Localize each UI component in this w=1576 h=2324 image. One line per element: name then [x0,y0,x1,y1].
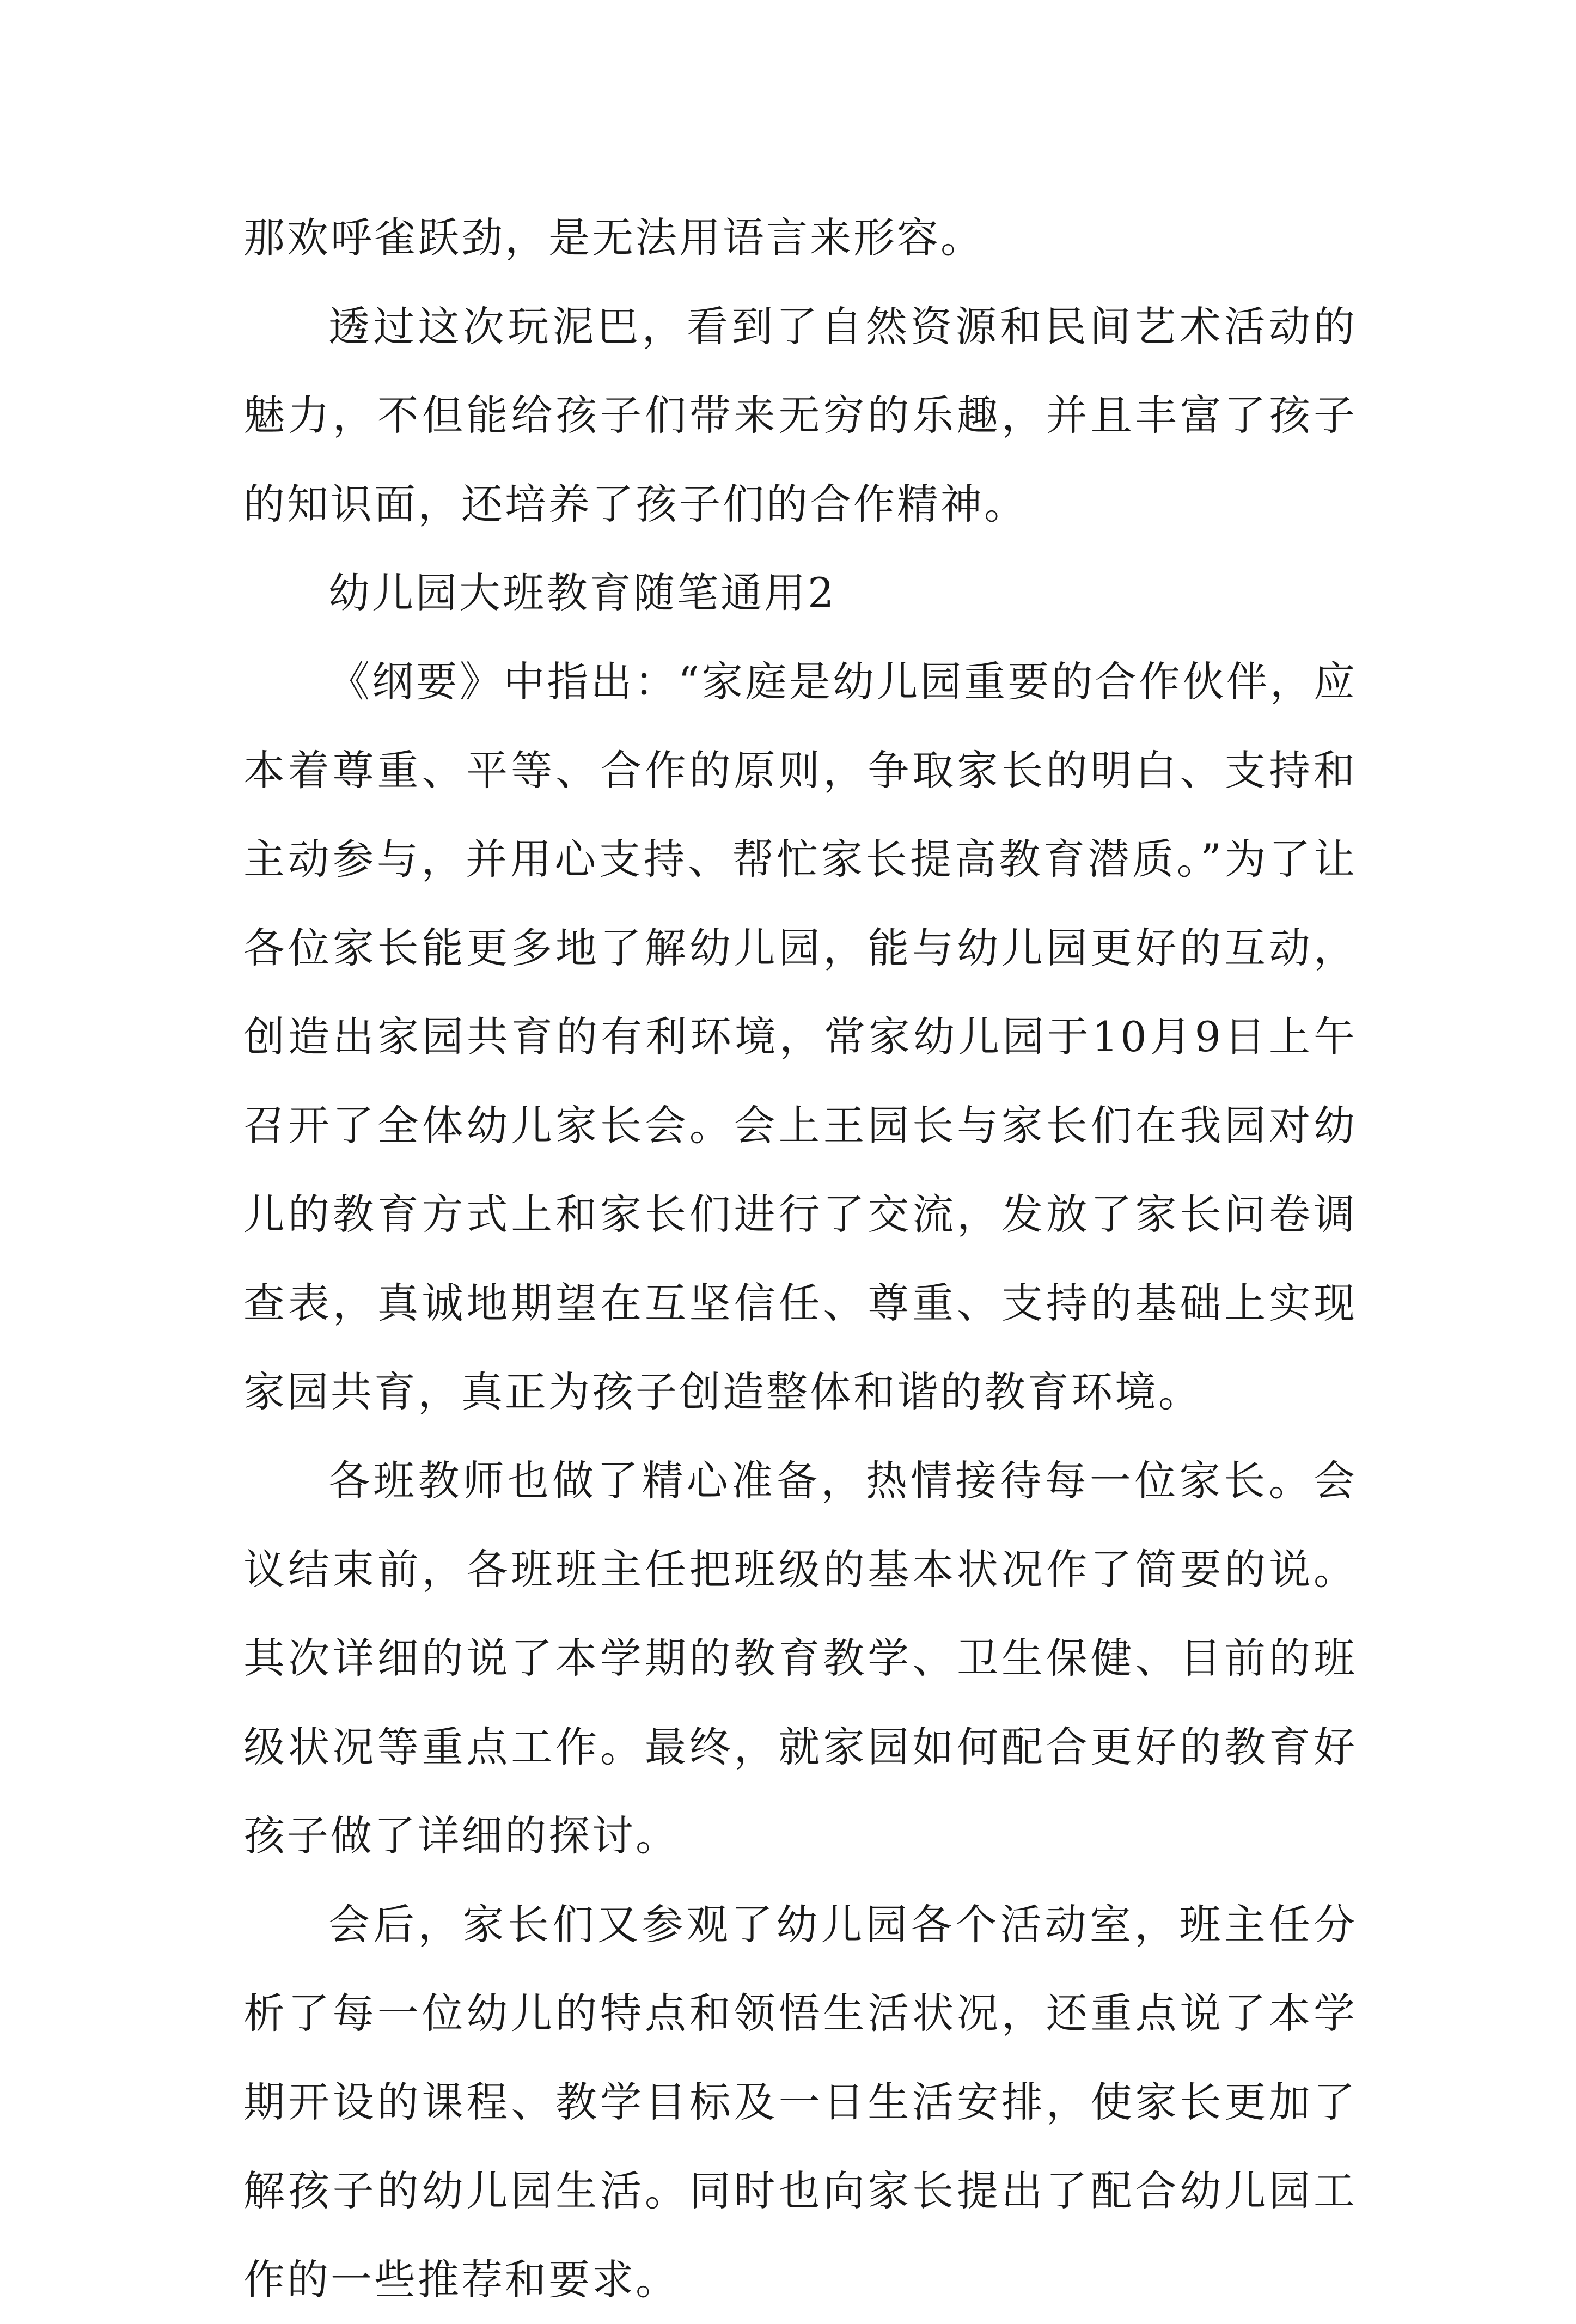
paragraph-after-meeting: 会后，家长们又参观了幼儿园各个活动室，班主任分析了每一位幼儿的特点和领悟生活状况，还重点说了本学期开设的课程、教学目标及一日生活安排，使家长更加了解孩子的幼儿园生活。同时也向家长提出了配合幼儿园工作的一些推荐和要求。 [243,1900,1357,2304]
paragraph-parent-meeting: 《纲要》中指出：“家庭是幼儿园重要的合作伙伴，应本着尊重、平等、合作的原则，争取家长的明白、支持和主动参与，并用心支持、帮忙家长提高教育潜质。”为了让各位家长能更多地了解幼儿园，能与幼儿园更好的互动，创造出家园共育的有利环境，常家幼儿园于10月9日上午召开了全体幼儿家长会。会上王园长与家长们在我园对幼儿的教育方式上和家长们进行了交流，发放了家长问卷调查表，真诚地期望在互坚信任、尊重、支持的基础上实现家园共育，真正为孩子创造整体和谐的教育环境。 [243,657,1357,1416]
paragraph-continuation: 那欢呼雀跃劲，是无法用语言来形容。 [243,214,984,262]
section-heading: 幼儿园大班教育随笔通用2 [328,569,836,617]
paragraph-mud-play-summary: 透过这次玩泥巴，看到了自然资源和民间艺术活动的魅力，不但能给孩子们带来无穷的乐趣，并且丰富了孩子的知识面，还培养了孩子们的合作精神。 [243,302,1357,528]
document-body [243,193,1357,2324]
paragraph-teacher-preparation: 各班教师也做了精心准备，热情接待每一位家长。会议结束前，各班班主任把班级的基本状况作了简要的说。其次详细的说了本学期的教育教学、卫生保健、目前的班级状况等重点工作。最终，就家园如何配合更好的教育好孩子做了详细的探讨。 [243,1456,1357,1860]
